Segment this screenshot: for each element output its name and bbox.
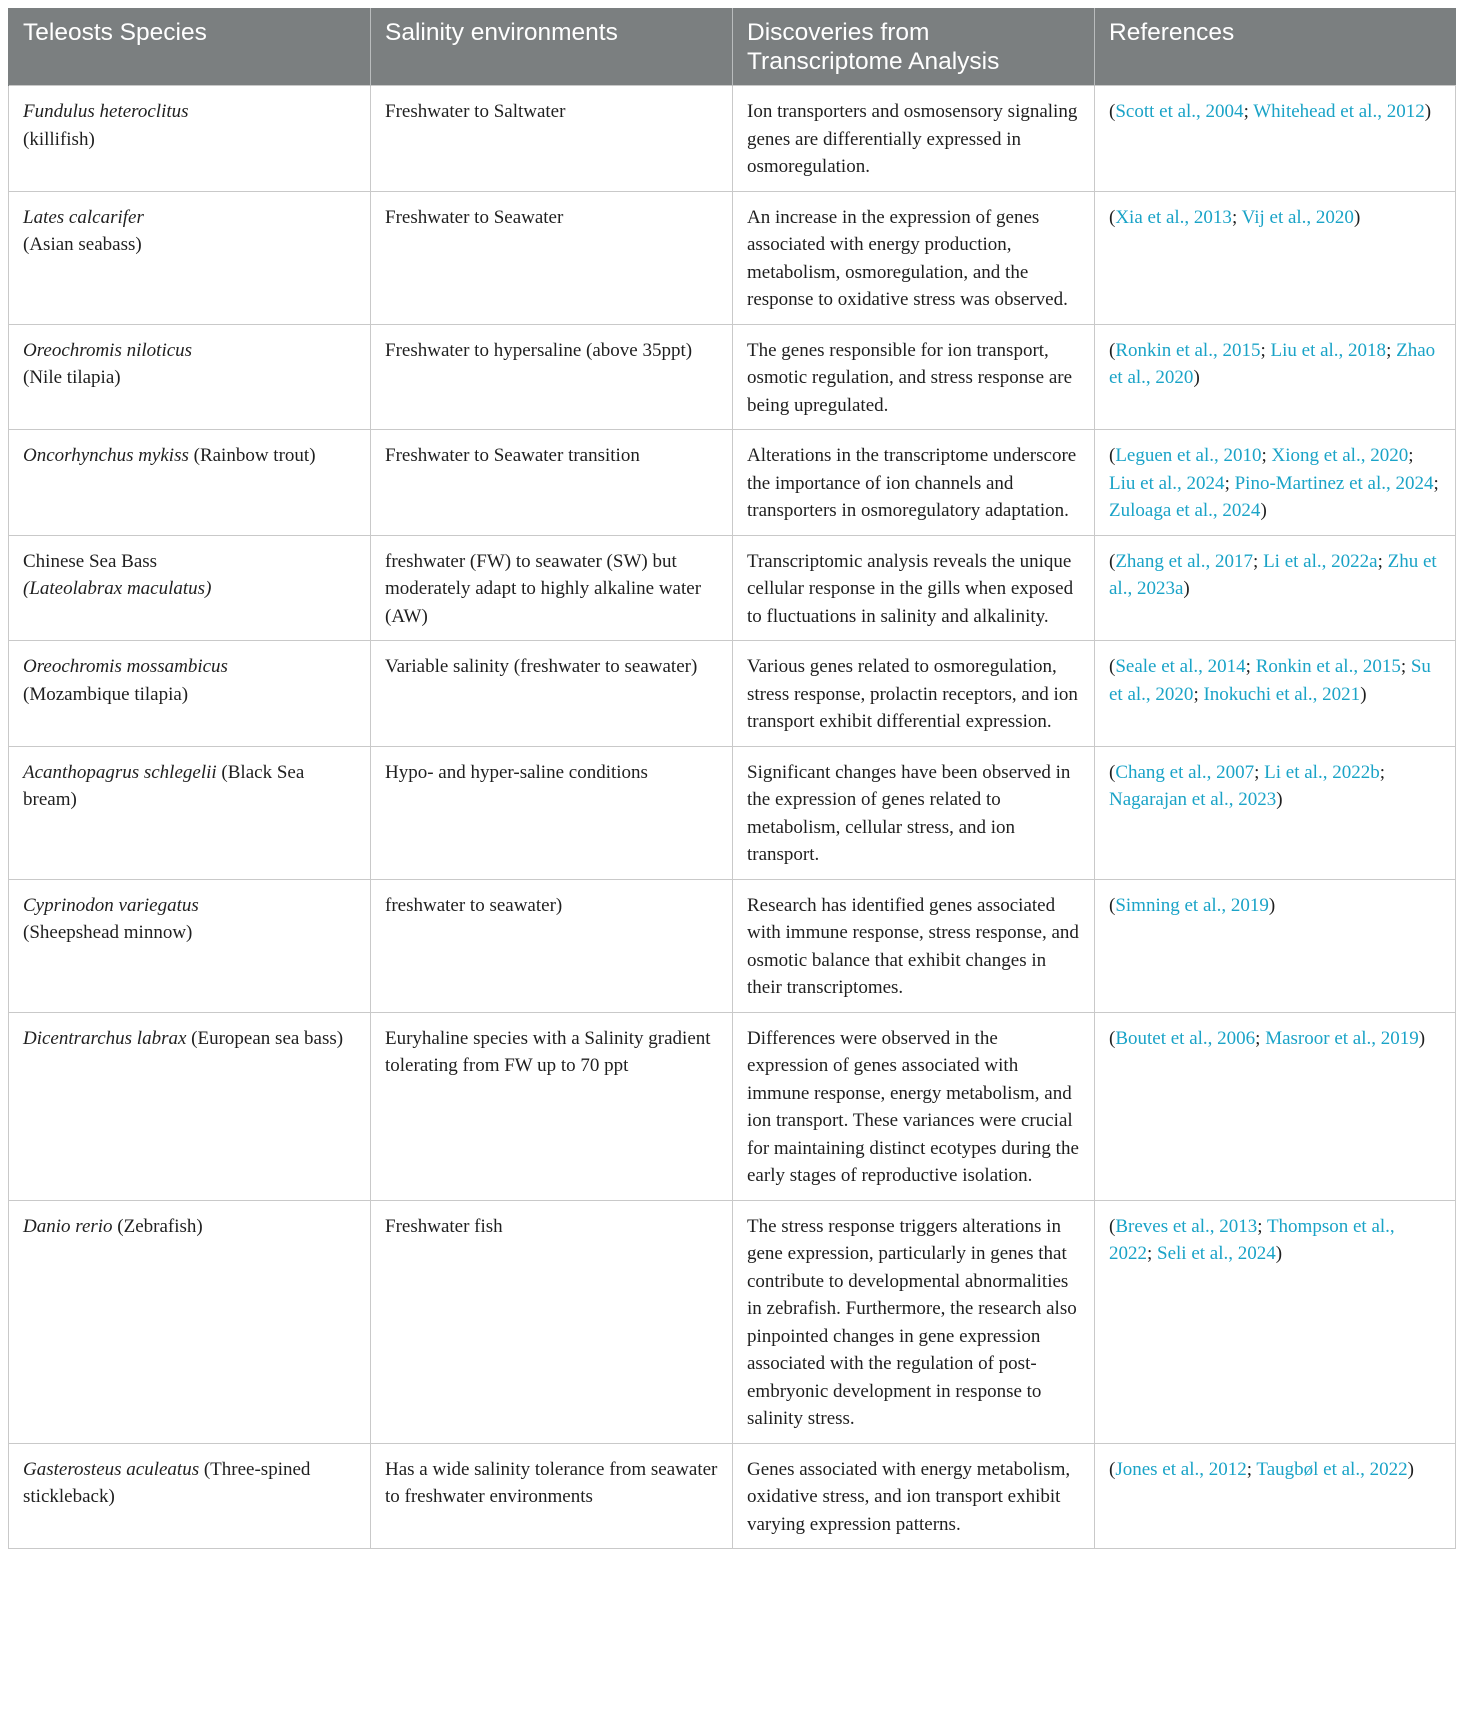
reference-link[interactable]: Vij et al., 2020 [1241, 206, 1354, 228]
discoveries-cell: Alterations in the transcriptome underscore the importance of ion channels and transporters in osmoregulatory adaptation. [733, 430, 1095, 536]
salinity-cell: freshwater to seawater) [371, 879, 733, 1012]
species-common-name: (Zebrafish) [117, 1215, 203, 1237]
species-scientific-name: Oreochromis niloticus [23, 339, 193, 361]
species-cell [9, 86, 371, 192]
salinity-cell: Freshwater to Seawater transition [371, 430, 733, 536]
species-cell [9, 746, 371, 879]
reference-link[interactable]: Li et al., 2022b [1264, 761, 1380, 783]
species-cell [9, 1200, 371, 1443]
species-common-name: (killifish) [23, 128, 95, 150]
table-row [9, 535, 1456, 641]
reference-link[interactable]: Zhu et al., 2023a [1109, 550, 1437, 599]
reference-link[interactable]: Chang et al., 2007 [1115, 761, 1255, 783]
reference-link[interactable]: Li et al., 2022a [1263, 550, 1378, 572]
discoveries-cell: Ion transporters and osmosensory signaling genes are differentially expressed in osmoregulation. [733, 86, 1095, 192]
reference-link[interactable]: Ronkin et al., 2015 [1255, 656, 1401, 677]
reference-link[interactable]: Xia et al., 2013 [1115, 206, 1232, 228]
reference-link[interactable]: Jones et al., 2012 [1115, 1458, 1247, 1480]
salinity-cell: Freshwater to Saltwater [371, 86, 733, 192]
salinity-cell: Freshwater to Seawater [371, 191, 733, 324]
references-cell: (Simning et al., 2019) [1095, 879, 1456, 1012]
species-cell [9, 535, 371, 641]
header-salinity: Salinity environments [371, 8, 733, 86]
salinity-cell: Freshwater fish [371, 1200, 733, 1443]
reference-link[interactable]: Su et al., 2020 [1109, 656, 1431, 705]
species-scientific-name: Gasterosteus aculeatus [23, 1458, 200, 1480]
references-cell: (Zhang et al., 2017; Li et al., 2022a; Zhu et al., 2023a) [1095, 535, 1456, 641]
reference-link[interactable]: Simning et al., 2019 [1115, 894, 1269, 916]
table-row [9, 430, 1456, 536]
references-cell: (Chang et al., 2007; Li et al., 2022b; Nagarajan et al., 2023) [1095, 746, 1456, 879]
reference-link[interactable]: Whitehead et al., 2012 [1253, 101, 1425, 122]
reference-link[interactable]: Pino-Martinez et al., 2024 [1234, 472, 1434, 494]
reference-link[interactable]: Xiong et al., 2020 [1271, 445, 1409, 466]
table-row [9, 641, 1456, 747]
species-common-name: (Sheepshead minnow) [23, 922, 193, 943]
discoveries-cell: Genes associated with energy metabolism, oxidative stress, and ion transport exhibit varying expression patterns. [733, 1443, 1095, 1549]
species-scientific-name: Cyprinodon variegatus [23, 894, 199, 916]
table-row [9, 86, 1456, 192]
table-row [9, 1443, 1456, 1549]
species-cell [9, 430, 371, 536]
reference-link[interactable]: Nagarajan et al., 2023 [1109, 789, 1277, 810]
header-references: References [1095, 8, 1456, 86]
table-header-row [9, 8, 1456, 86]
salinity-cell: Hypo- and hyper-saline conditions [371, 746, 733, 879]
reference-link[interactable]: Liu et al., 2018 [1270, 339, 1387, 361]
reference-link[interactable]: Zhao et al., 2020 [1109, 339, 1436, 388]
species-scientific-name: Lates calcarifer [23, 206, 144, 228]
table-row [9, 1012, 1456, 1200]
discoveries-cell: The stress response triggers alterations in gene expression, particularly in genes that contribute to developmental abnormalities in zebrafish. Furthermore, the research also pinpointed changes in gene expression associated with the regulation of post-embryonic development in response to salinity stress. [733, 1200, 1095, 1443]
header-discoveries: Discoveries from Transcriptome Analysis [733, 8, 1095, 86]
teleost-transcriptome-table [8, 8, 1456, 1549]
species-scientific-name: Danio rerio [23, 1215, 113, 1237]
references-cell: (Seale et al., 2014; Ronkin et al., 2015; Su et al., 2020; Inokuchi et al., 2021) [1095, 641, 1456, 747]
reference-link[interactable]: Masroor et al., 2019 [1265, 1027, 1419, 1049]
salinity-cell: freshwater (FW) to seawater (SW) but moderately adapt to highly alkaline water (AW) [371, 535, 733, 641]
discoveries-cell: Significant changes have been observed in the expression of genes related to metabolism, cellular stress, and ion transport. [733, 746, 1095, 879]
species-cell [9, 191, 371, 324]
discoveries-cell: Research has identified genes associated with immune response, stress response, and osmotic balance that exhibit changes in their transcriptomes. [733, 879, 1095, 1012]
salinity-cell: Variable salinity (freshwater to seawater) [371, 641, 733, 747]
references-cell: (Scott et al., 2004; Whitehead et al., 2012) [1095, 86, 1456, 192]
species-scientific-name: Acanthopagrus schlegelii [23, 761, 217, 783]
species-common-name: (European sea bass) [191, 1027, 344, 1049]
reference-link[interactable]: Leguen et al., 2010 [1115, 445, 1262, 466]
references-cell: (Breves et al., 2013; Thompson et al., 2022; Seli et al., 2024) [1095, 1200, 1456, 1443]
reference-link[interactable]: Zuloaga et al., 2024 [1109, 500, 1261, 521]
species-scientific-name: Dicentrarchus labrax [23, 1027, 187, 1049]
reference-link[interactable]: Thompson et al., 2022 [1109, 1215, 1395, 1264]
references-cell: (Jones et al., 2012; Taugbøl et al., 2022) [1095, 1443, 1456, 1549]
discoveries-cell: Various genes related to osmoregulation, stress response, prolactin receptors, and ion transport exhibit differential expression. [733, 641, 1095, 747]
references-cell: (Leguen et al., 2010; Xiong et al., 2020; Liu et al., 2024; Pino-Martinez et al., 2024; Zuloaga et al., 2024) [1095, 430, 1456, 536]
table-row [9, 1200, 1456, 1443]
discoveries-cell: Transcriptomic analysis reveals the unique cellular response in the gills when exposed to fluctuations in salinity and alkalinity. [733, 535, 1095, 641]
species-cell [9, 641, 371, 747]
species-common-name: (Mozambique tilapia) [23, 683, 189, 705]
references-cell: (Ronkin et al., 2015; Liu et al., 2018; Zhao et al., 2020) [1095, 324, 1456, 430]
salinity-cell: Freshwater to hypersaline (above 35ppt) [371, 324, 733, 430]
species-scientific-name: Oreochromis mossambicus [23, 656, 228, 677]
species-cell [9, 324, 371, 430]
discoveries-cell: An increase in the expression of genes associated with energy production, metabolism, osmoregulation, and the response to oxidative stress was observed. [733, 191, 1095, 324]
salinity-cell: Has a wide salinity tolerance from seawater to freshwater environments [371, 1443, 733, 1549]
reference-link[interactable]: Taugbøl et al., 2022 [1256, 1458, 1408, 1480]
species-common-name: Chinese Sea Bass [23, 550, 158, 572]
reference-link[interactable]: Seli et al., 2024 [1157, 1243, 1276, 1264]
species-common-name: (Nile tilapia) [23, 367, 121, 388]
reference-link[interactable]: Inokuchi et al., 2021 [1203, 683, 1361, 705]
species-common-name: (Three-spined stickleback) [23, 1458, 311, 1507]
species-scientific-name: (Lateolabrax maculatus) [23, 578, 212, 599]
salinity-cell: Euryhaline species with a Salinity gradient tolerating from FW up to 70 ppt [371, 1012, 733, 1200]
species-scientific-name: Fundulus heteroclitus [23, 101, 189, 122]
species-common-name: (Asian seabass) [23, 234, 142, 255]
species-scientific-name: Oncorhynchus mykiss [23, 445, 189, 466]
discoveries-cell: Differences were observed in the expression of genes associated with immune response, energy metabolism, and ion transport. These variances were crucial for maintaining distinct ecotypes during the early stages of reproductive isolation. [733, 1012, 1095, 1200]
reference-link[interactable]: Seale et al., 2014 [1115, 656, 1246, 677]
discoveries-cell: The genes responsible for ion transport, osmotic regulation, and stress response are being upregulated. [733, 324, 1095, 430]
reference-link[interactable]: Scott et al., 2004 [1115, 101, 1244, 122]
table-body [9, 86, 1456, 1549]
reference-link[interactable]: Zhang et al., 2017 [1115, 550, 1254, 572]
species-common-name: (Black Sea bream) [23, 761, 305, 810]
species-cell [9, 1012, 371, 1200]
species-common-name: (Rainbow trout) [193, 445, 316, 466]
reference-link[interactable]: Breves et al., 2013 [1115, 1215, 1258, 1237]
species-cell [9, 1443, 371, 1549]
reference-link[interactable]: Ronkin et al., 2015 [1115, 339, 1261, 361]
species-table-container [8, 8, 1455, 1549]
table-row [9, 879, 1456, 1012]
references-cell: (Xia et al., 2013; Vij et al., 2020) [1095, 191, 1456, 324]
header-species: Teleosts Species [9, 8, 371, 86]
references-cell: (Boutet et al., 2006; Masroor et al., 2019) [1095, 1012, 1456, 1200]
reference-link[interactable]: Boutet et al., 2006 [1115, 1027, 1256, 1049]
table-row [9, 191, 1456, 324]
table-row [9, 746, 1456, 879]
species-cell [9, 879, 371, 1012]
table-row [9, 324, 1456, 430]
reference-link[interactable]: Liu et al., 2024 [1109, 472, 1225, 494]
